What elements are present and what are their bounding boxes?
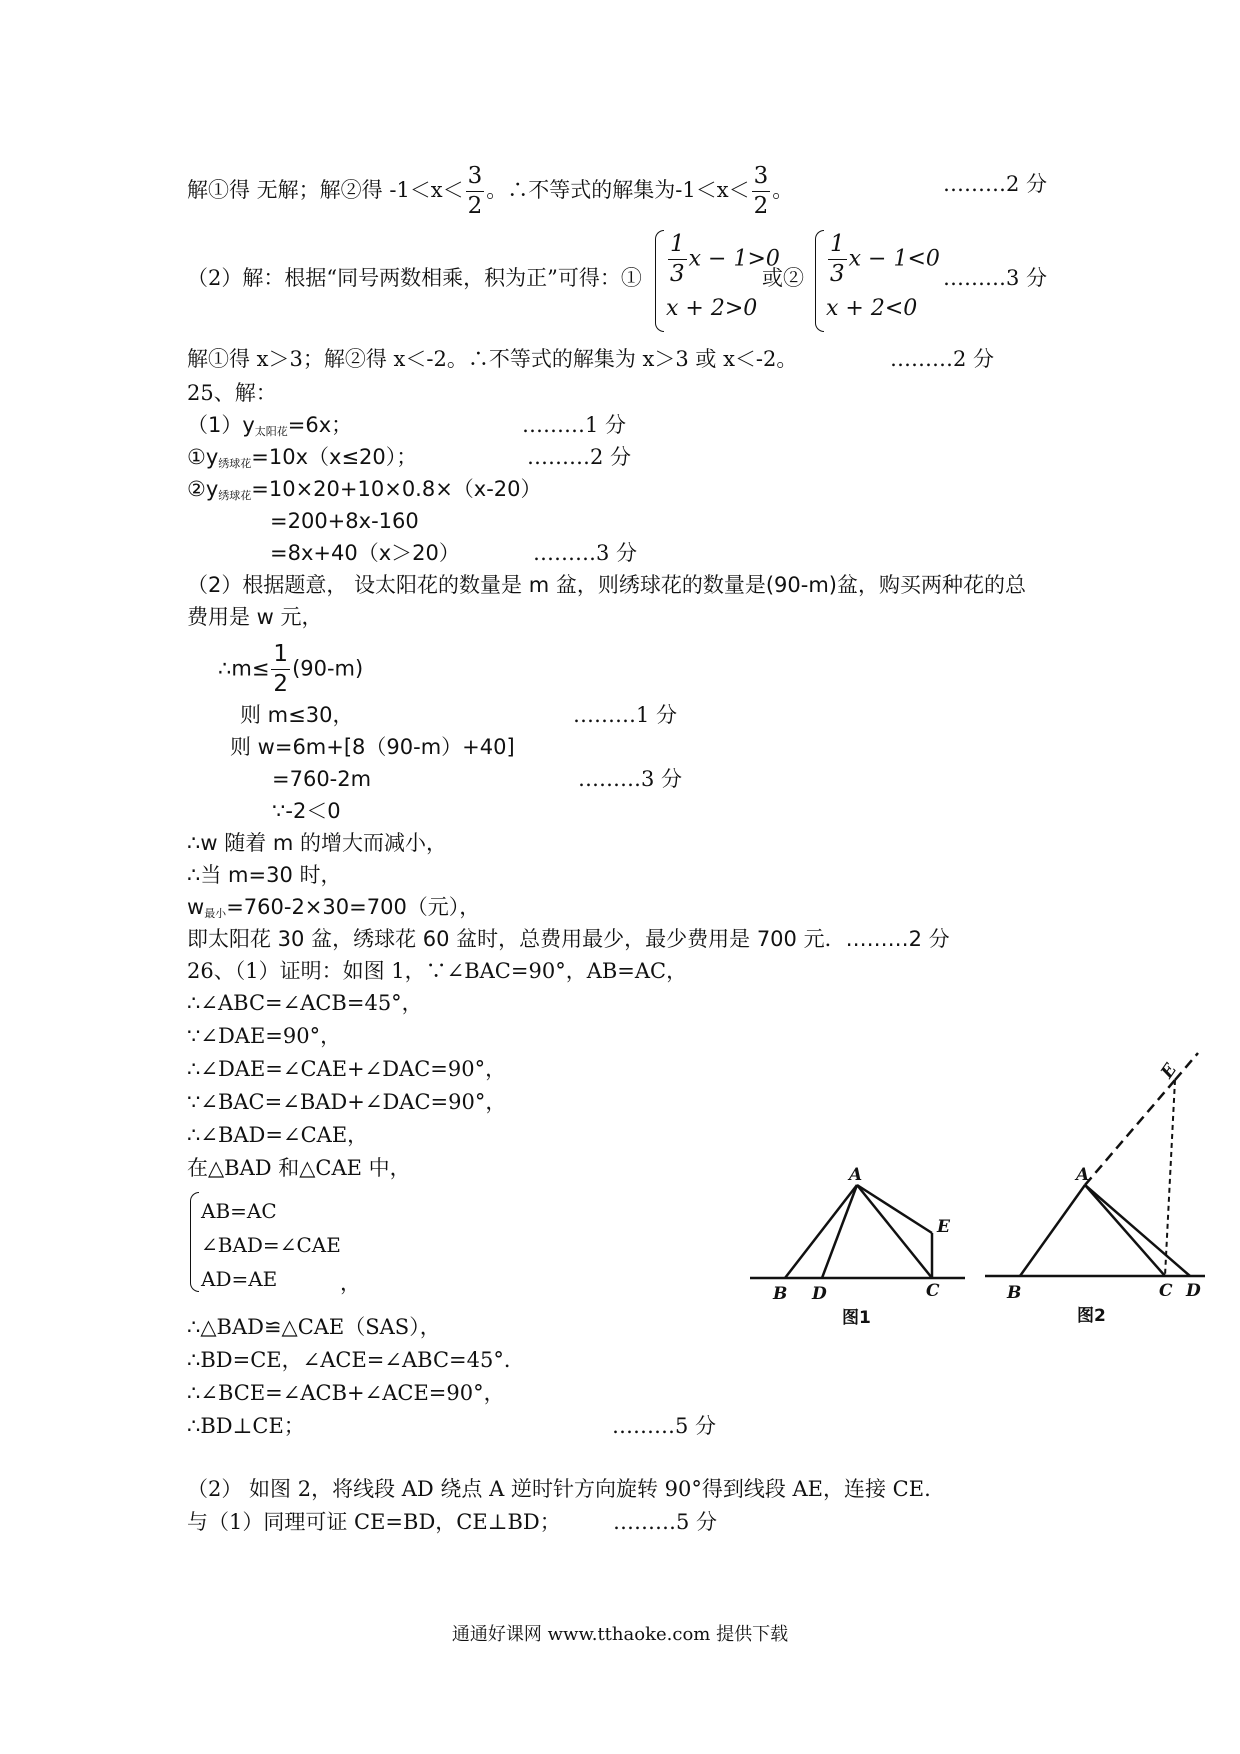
q24-line1-score: ………2 分	[943, 172, 1048, 196]
q25-line5: =8x+40（x＞20）	[270, 541, 460, 565]
fig2-label-A: A	[1076, 1165, 1090, 1185]
fig1-AD	[822, 1185, 857, 1278]
q25-line2-score: ………2 分	[527, 445, 632, 469]
q25-line11: =760-2m	[272, 767, 372, 791]
fig2-AC	[1085, 1185, 1165, 1276]
q26-line2: ∴∠ABC=∠ACB=45°，	[187, 991, 423, 1015]
fig2-AD	[1085, 1185, 1190, 1276]
q26-line10: ∴∠BCE=∠ACB+∠ACE=90°，	[187, 1381, 505, 1405]
q25-line8: ∴m≤ $\frac{1}{2}$ (90-m)	[218, 641, 364, 697]
q25-line3: $②y_{绣球花}=10\times 20+10\times 0.8\times(x-20)$	[187, 477, 542, 502]
fig2-label-E: E	[1157, 1060, 1182, 1083]
q25-line9-score: ………1 分	[573, 703, 678, 727]
q25-line16: 即太阳花 30 盆，绣球花 60 盆时，总费用最少，最少费用是 700 元．………2 分	[187, 927, 950, 951]
q25-line4: =200+8x-160	[270, 509, 419, 533]
q25-line11-score: ………3 分	[578, 767, 683, 791]
q24-line2-score: ………3 分	[943, 266, 1048, 290]
fig2-label-D: D	[1186, 1281, 1201, 1301]
congruence-cond2: ∠BAD=∠CAE	[201, 1233, 341, 1257]
figure1	[750, 1185, 965, 1278]
congruence-cond1: AB=AC	[201, 1199, 277, 1223]
page-footer: 通通好课网 www.tthaoke.com 提供下载	[451, 1624, 789, 1645]
q26-line8: ∴△BAD≌△CAE（SAS），	[187, 1315, 441, 1339]
system2-eq1: $\frac{1}{3}$ x − 1<0	[830, 231, 940, 287]
fraction-3-2-b: $\frac{3}{2}$	[753, 163, 769, 219]
q25-line10: 则 w=6m+[8（90-m）+40]	[230, 735, 515, 759]
q26-line3: ∵∠DAE=90°，	[187, 1024, 342, 1048]
q26-line12: （2） 如图 2，将线段 AD 绕点 A 逆时针方向旋转 90°得到线段 AE，连接 CE.	[187, 1477, 931, 1501]
q25-line7: 费用是 w 元，	[187, 605, 323, 629]
fraction-3-2: $\frac{3}{2}$	[467, 163, 483, 219]
q26-line4: ∴∠DAE=∠CAE+∠DAC=90°，	[187, 1057, 507, 1081]
q25-line1-score: ………1 分	[522, 413, 627, 437]
q25-line9: 则 m≤30，	[240, 703, 354, 727]
q24-or: 或②	[762, 266, 804, 290]
q25-line2: $①y_{绣球花}=10x(x\le 20)$；	[187, 445, 418, 470]
fraction-1-2: $\frac{1}{2}$	[273, 641, 289, 697]
q24-line3-score: ………2 分	[890, 347, 995, 371]
q26-line7: 在△BAD 和△CAE 中，	[187, 1156, 411, 1180]
congruence-cond3: AD=AE	[201, 1267, 278, 1291]
geometry-figures	[740, 1050, 1240, 1350]
q26-line11: ∴BD⊥CE；	[187, 1414, 305, 1438]
q25-line14: ∴当 m=30 时，	[187, 863, 342, 887]
fig1-label-B: B	[773, 1284, 788, 1304]
system-brace-2	[815, 230, 824, 332]
q25-line13: ∴w 随着 m 的增大而减小，	[187, 831, 448, 855]
fig1-label-A: A	[849, 1165, 863, 1185]
q25-line1: $(1)y_{太阳花}=6x$；	[187, 413, 353, 438]
fig1-caption: 图1	[842, 1308, 871, 1328]
fig2-caption: 图2	[1077, 1306, 1106, 1326]
fig1-label-C: C	[926, 1281, 940, 1301]
q26-line11-score: ………5 分	[612, 1414, 717, 1438]
fig2-CE-dashed	[1165, 1080, 1175, 1276]
fig1-label-D: D	[812, 1284, 827, 1304]
q26-line13: 与（1）同理可证 CE=BD，CE⊥BD；	[187, 1510, 561, 1534]
fig2-AE-dashed	[1085, 1080, 1175, 1185]
q26-line1: 26、（1）证明：如图 1，∵∠BAC=90°，AB=AC，	[187, 959, 688, 983]
fig1-AE	[857, 1185, 932, 1233]
system1-eq2: x + 2>0	[666, 296, 758, 321]
fig2-label-B: B	[1007, 1283, 1022, 1303]
q24-line2: （2）解：根据“同号两数相乘，积为正”可得：①	[187, 266, 642, 290]
q25-line5-score: ………3 分	[533, 541, 638, 565]
q25-line12: ∵-2＜0	[272, 799, 341, 823]
q25-heading: 25、解：	[187, 381, 277, 405]
system2-eq2: x + 2<0	[826, 296, 918, 321]
congruence-comma: ，	[340, 1271, 361, 1295]
fig1-AC	[857, 1185, 932, 1278]
system1-eq1: $\frac{1}{3}$ x − 1>0	[670, 231, 780, 287]
figure2	[985, 1053, 1205, 1276]
fig2-label-C: C	[1159, 1281, 1173, 1301]
q25-line15: $w_{最小}=760-2\times 30=700$（元），	[187, 895, 481, 920]
q24-line3: 解①得 x＞3；解②得 x＜-2。∴不等式的解集为 x＞3 或 x＜-2。	[187, 347, 798, 371]
q26-line13-score: ………5 分	[613, 1510, 718, 1534]
fig2-E-extension	[1175, 1053, 1198, 1080]
q26-line6: ∴∠BAD=∠CAE，	[187, 1123, 369, 1147]
fig2-AB	[1020, 1185, 1085, 1276]
q26-line5: ∵∠BAC=∠BAD+∠DAC=90°，	[187, 1090, 507, 1114]
fig1-AB	[785, 1185, 857, 1278]
q26-line9: ∴BD=CE，∠ACE=∠ABC=45°．	[187, 1348, 525, 1372]
q25-line6: （2）根据题意， 设太阳花的数量是 m 盆，则绣球花的数量是(90-m)盆，购买两种花的总	[187, 573, 1026, 597]
congruence-brace	[190, 1192, 199, 1292]
fig1-label-E: E	[937, 1217, 950, 1237]
system-brace-1	[655, 230, 664, 332]
q24-line1: 解①得 无解；解②得 -1＜x＜ $\frac{3}{2}$ 。∴不等式的解集为-1＜x＜ $\frac{3}{2}$ 。	[187, 163, 794, 219]
